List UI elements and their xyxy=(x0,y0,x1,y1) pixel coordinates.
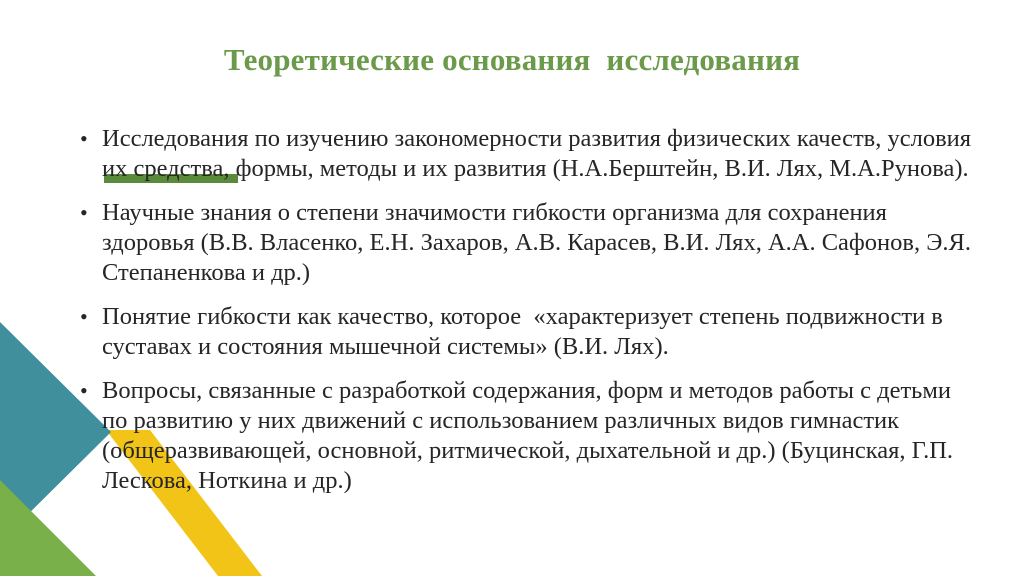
bullet-item xyxy=(80,124,980,184)
bullet-text: Понятие гибкости как качество, которое «характеризует степень подвижности в суставах и состояния мышечной системы» (В.И. Лях). xyxy=(102,303,949,360)
bullet-item xyxy=(80,198,980,288)
slide-title: Теоретические основания исследования xyxy=(223,42,801,77)
bullet-item xyxy=(80,376,980,496)
bullet-marker: • xyxy=(80,200,88,225)
bullet-marker: • xyxy=(80,126,88,151)
bullet-text: Вопросы, связанные с разработкой содержания, форм и методов работы с детьми по развитию у них движений с использованием различных видов гимнастик (общеразвивающей, основной, ритмической, дыхательной и др.) (Буцинская, Г.П. Лескова, Ноткина и др.) xyxy=(102,377,960,494)
bullet-marker: • xyxy=(80,378,88,403)
bullet-text: Исследования по изучению закономерности развития физических качеств, условия их средства, формы, методы и их развития (Н.А.Берштейн, В.И. Лях, М.А.Рунова). xyxy=(102,125,978,182)
bullet-item xyxy=(80,302,980,362)
bullet-marker: • xyxy=(80,304,88,329)
bullet-text: Научные знания о степени значимости гибкости организма для сохранения здоровья (В.В. Власенко, Е.Н. Захаров, А.В. Карасев, В.И. Лях, А.А. Сафонов, Э.Я. Степаненкова и др.) xyxy=(102,199,978,286)
bullet-list xyxy=(80,124,980,510)
